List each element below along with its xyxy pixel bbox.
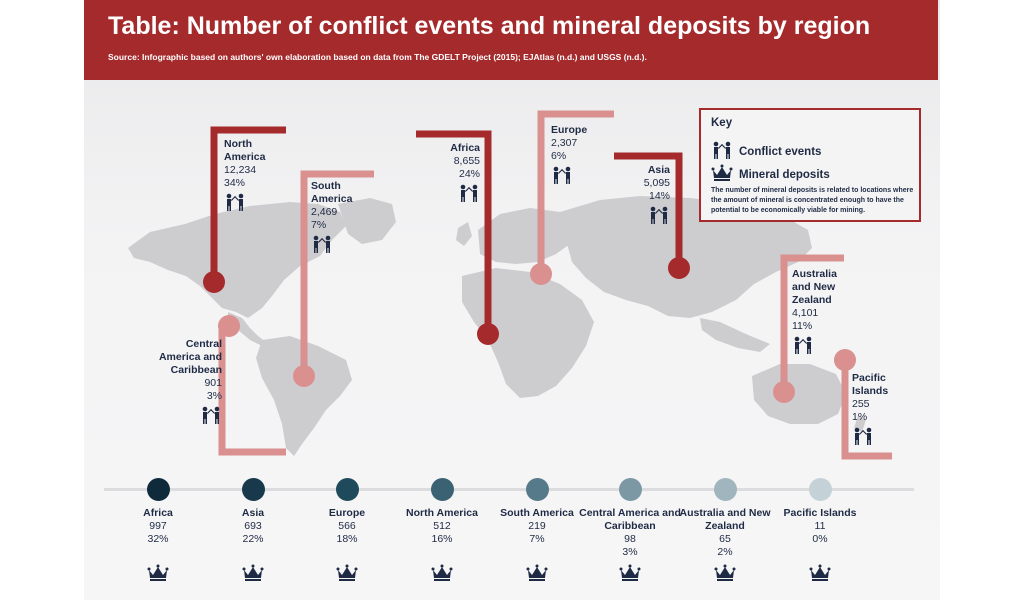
deposit-region-name: Europe — [328, 507, 366, 519]
deposit-percent: 2% — [717, 546, 733, 558]
australia-landmass — [752, 364, 846, 424]
page-title: Table: Number of conflict events and mineral deposits by region — [108, 12, 871, 40]
key-note: The number of mineral deposits is related to locations where the amount of mineral is concentrated enough to have the potential to be economically viable for mining. — [711, 187, 914, 214]
deposit-percent: 0% — [812, 533, 828, 545]
crown-icon — [619, 564, 641, 586]
south-america-conflict-label — [311, 180, 381, 258]
north-america-conflict-label — [224, 138, 294, 216]
key-mineral-row — [711, 164, 830, 185]
conflict-count: 2,307 — [551, 137, 578, 149]
deposit-dot — [242, 478, 265, 501]
deposit-region-name: North America — [406, 507, 478, 519]
southeast-asia-landmass — [700, 318, 770, 352]
conflict-icon — [224, 192, 294, 216]
conflict-count: 8,655 — [453, 155, 480, 167]
australia-conflict-label — [792, 268, 852, 359]
conflict-percent: 11% — [792, 320, 813, 332]
deposit-item — [760, 478, 880, 546]
legend-key — [699, 108, 921, 222]
region-name: Central America and Caribbean — [158, 338, 222, 376]
deposit-percent: 18% — [336, 533, 358, 545]
deposit-dot — [526, 478, 549, 501]
deposit-count: 11 — [814, 520, 826, 532]
deposit-dot — [431, 478, 454, 501]
conflict-count: 5,095 — [643, 177, 670, 189]
deposit-percent: 16% — [431, 533, 453, 545]
pacific-islands-conflict-label — [852, 372, 912, 450]
deposit-dot — [809, 478, 832, 501]
deposit-dot — [619, 478, 642, 501]
crown-icon — [809, 564, 831, 586]
key-conflict-label: Conflict events — [739, 145, 822, 158]
deposit-percent: 22% — [242, 533, 264, 545]
conflict-percent: 24% — [458, 168, 480, 180]
crown-icon — [242, 564, 264, 586]
deposit-region-name: Pacific Islands — [783, 507, 857, 519]
deposit-region-name: Africa — [143, 507, 173, 519]
deposit-count: 693 — [244, 520, 262, 532]
conflict-percent: 6% — [551, 150, 567, 162]
crown-icon — [714, 564, 736, 586]
conflict-icon — [711, 140, 733, 163]
north-america-pin-marker — [203, 271, 225, 293]
conflict-icon — [311, 234, 381, 258]
south-america-pin-marker — [293, 365, 315, 387]
source-note: Source: Infographic based on authors' own elaboration based on data from The GDELT Project (2015); EJAtlas (n.d.) and USGS (n.d.). — [108, 52, 647, 62]
conflict-percent: 3% — [206, 390, 222, 402]
africa-conflict-label — [420, 142, 480, 207]
deposit-dot — [336, 478, 359, 501]
deposit-region-name: Central America and Caribbean — [579, 507, 681, 532]
conflict-icon — [852, 426, 912, 450]
deposit-count: 98 — [624, 533, 636, 545]
deposit-count: 512 — [433, 520, 451, 532]
crown-icon — [526, 564, 548, 586]
region-name: Pacific Islands — [852, 372, 889, 397]
conflict-count: 12,234 — [224, 164, 257, 176]
africa-pin-marker — [477, 323, 499, 345]
deposit-region-name: Australia and New Zealand — [679, 507, 771, 532]
conflict-count: 4,101 — [792, 307, 819, 319]
conflict-percent: 7% — [311, 219, 327, 231]
deposit-region-name: Asia — [241, 507, 265, 519]
deposit-count: 997 — [149, 520, 167, 532]
asia-conflict-label — [610, 164, 670, 229]
europe-conflict-label — [551, 124, 611, 189]
deposit-count: 566 — [338, 520, 356, 532]
conflict-percent: 1% — [852, 411, 868, 423]
australia-pin-marker — [773, 381, 795, 403]
deposit-percent: 3% — [622, 546, 638, 558]
key-title: Key — [711, 117, 733, 129]
conflict-count: 901 — [204, 377, 222, 389]
crown-icon — [711, 164, 733, 185]
deposit-count: 65 — [719, 533, 731, 545]
conflict-count: 2,469 — [311, 206, 338, 218]
conflict-percent: 14% — [648, 190, 670, 202]
region-name: Asia — [647, 164, 670, 176]
central-america-pin-marker — [218, 315, 240, 337]
crown-icon — [147, 564, 169, 586]
region-name: Africa — [450, 142, 480, 154]
key-mineral-label: Mineral deposits — [739, 168, 830, 181]
crown-icon — [336, 564, 358, 586]
deposit-count: 219 — [528, 520, 546, 532]
deposit-dot — [714, 478, 737, 501]
deposit-percent: 7% — [529, 533, 545, 545]
europe-pin-marker — [530, 263, 552, 285]
conflict-count: 255 — [852, 398, 870, 410]
crown-icon — [431, 564, 453, 586]
conflict-icon — [792, 335, 852, 359]
central-america-conflict-label — [150, 338, 222, 429]
uk-landmass — [456, 222, 472, 246]
conflict-icon — [150, 405, 222, 429]
region-name: North America — [224, 138, 266, 163]
asia-pin-marker — [668, 257, 690, 279]
conflict-icon — [420, 183, 480, 207]
conflict-percent: 34% — [224, 177, 246, 189]
deposit-dot — [147, 478, 170, 501]
deposit-region-name: South America — [500, 507, 574, 519]
deposit-percent: 32% — [147, 533, 169, 545]
region-name: South America — [311, 180, 353, 205]
conflict-icon — [610, 205, 670, 229]
key-conflict-row — [711, 140, 821, 163]
conflict-icon — [551, 165, 611, 189]
region-name: Australia and New Zealand — [792, 268, 837, 306]
region-name: Europe — [551, 124, 588, 136]
